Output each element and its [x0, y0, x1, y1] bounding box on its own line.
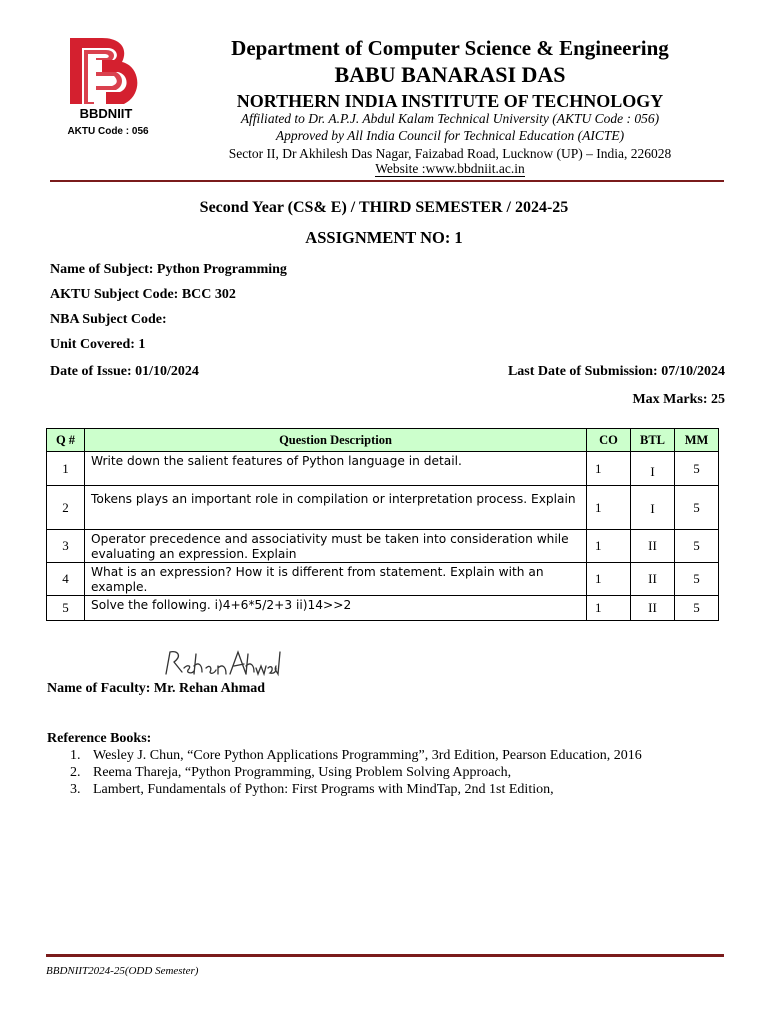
affiliation-text: Affiliated to Dr. A.P.J. Abdul Kalam Technical University (AKTU Code : 056) — [240, 111, 660, 126]
issue-date: Date of Issue: 01/10/2024 — [50, 364, 199, 379]
header-btl: BTL — [631, 429, 675, 452]
faculty-name: Name of Faculty: Mr. Rehan Ahmad — [47, 681, 266, 696]
question-co: 1 — [587, 563, 631, 596]
reference-item — [70, 748, 642, 764]
header-question-description: Question Description — [85, 429, 587, 452]
reference-books-title: Reference Books: — [47, 731, 152, 746]
reference-text: Lambert, Fundamentals of Python: First Programs with MindTap, 2nd 1st Edition, — [93, 782, 554, 797]
unit-covered: Unit Covered: 1 — [50, 337, 146, 352]
question-description: What is an expression? How it is different from statement. Explain with an example. — [85, 563, 587, 596]
header-co: CO — [587, 429, 631, 452]
question-mm: 5 — [675, 530, 719, 563]
reference-number: 1. — [70, 748, 81, 763]
table-row — [47, 486, 719, 530]
question-co: 1 — [587, 486, 631, 530]
subject-name: Name of Subject: Python Programming — [50, 262, 287, 277]
year-semester-line: Second Year (CS& E) / THIRD SEMESTER / 2024-25 — [199, 199, 569, 216]
question-btl: I — [631, 452, 675, 486]
question-btl: II — [631, 563, 675, 596]
question-number: 5 — [47, 596, 85, 621]
reference-number: 3. — [70, 782, 81, 797]
question-co: 1 — [587, 452, 631, 486]
table-row — [47, 452, 719, 486]
institute-name-line2: NORTHERN INDIA INSTITUTE OF TECHNOLOGY — [236, 91, 664, 111]
question-mm: 5 — [675, 452, 719, 486]
header-q-number: Q # — [47, 429, 85, 452]
question-btl: I — [631, 486, 675, 530]
department-title: Department of Computer Science & Engineering — [231, 36, 669, 60]
question-co: 1 — [587, 530, 631, 563]
approval-text: Approved by All India Council for Technical Education (AICTE) — [275, 128, 625, 143]
questions-table — [46, 428, 719, 621]
table-row — [47, 563, 719, 596]
address-text: Sector II, Dr Akhilesh Das Nagar, Faizabad Road, Lucknow (UP) – India, 226028 — [228, 146, 672, 161]
header-mm: MM — [675, 429, 719, 452]
aktu-subject-code: AKTU Subject Code: BCC 302 — [50, 287, 236, 302]
footer-text: BBDNIIT2024-25(ODD Semester) — [46, 965, 199, 977]
logo-aktu-code: AKTU Code : 056 — [67, 126, 149, 137]
reference-item — [70, 765, 511, 781]
question-description: Operator precedence and associativity must be taken into consideration while evaluating an expression. Explain — [85, 530, 587, 563]
question-number: 4 — [47, 563, 85, 596]
question-number: 1 — [47, 452, 85, 486]
question-co: 1 — [587, 596, 631, 621]
assignment-title: ASSIGNMENT NO: 1 — [305, 228, 463, 247]
question-mm: 5 — [675, 596, 719, 621]
last-submission-date: Last Date of Submission: 07/10/2024 — [507, 364, 725, 379]
reference-item — [70, 782, 554, 798]
max-marks: Max Marks: 25 — [632, 392, 725, 407]
reference-text: Reema Thareja, “Python Programming, Using Problem Solving Approach, — [93, 765, 512, 780]
logo-text: BBDNIIT — [79, 106, 133, 121]
institute-name-line1: BABU BANARASI DAS — [334, 62, 566, 87]
footer-divider — [46, 954, 724, 957]
question-description: Write down the salient features of Python language in detail. — [85, 452, 587, 486]
website-link-text[interactable]: Website :www.bbdniit.ac.in — [375, 161, 525, 176]
reference-number: 2. — [70, 765, 81, 780]
table-row — [47, 530, 719, 563]
table-row — [47, 596, 719, 621]
table-header-row — [47, 429, 719, 452]
question-number: 3 — [47, 530, 85, 563]
question-description: Tokens plays an important role in compilation or interpretation process. Explain — [85, 486, 587, 530]
faculty-signature — [160, 646, 285, 684]
question-btl: II — [631, 530, 675, 563]
question-description: Solve the following. i)4+6*5/2+3 ii)14>>2 — [85, 596, 587, 621]
question-number: 2 — [47, 486, 85, 530]
website-link[interactable] — [180, 162, 720, 176]
question-mm: 5 — [675, 486, 719, 530]
header-divider — [50, 180, 724, 182]
nba-subject-code: NBA Subject Code: — [50, 312, 167, 327]
reference-text: Wesley J. Chun, “Core Python Applications Programming”, 3rd Edition, Pearson Education, 2016 — [93, 748, 642, 763]
question-mm: 5 — [675, 563, 719, 596]
question-btl: II — [631, 596, 675, 621]
